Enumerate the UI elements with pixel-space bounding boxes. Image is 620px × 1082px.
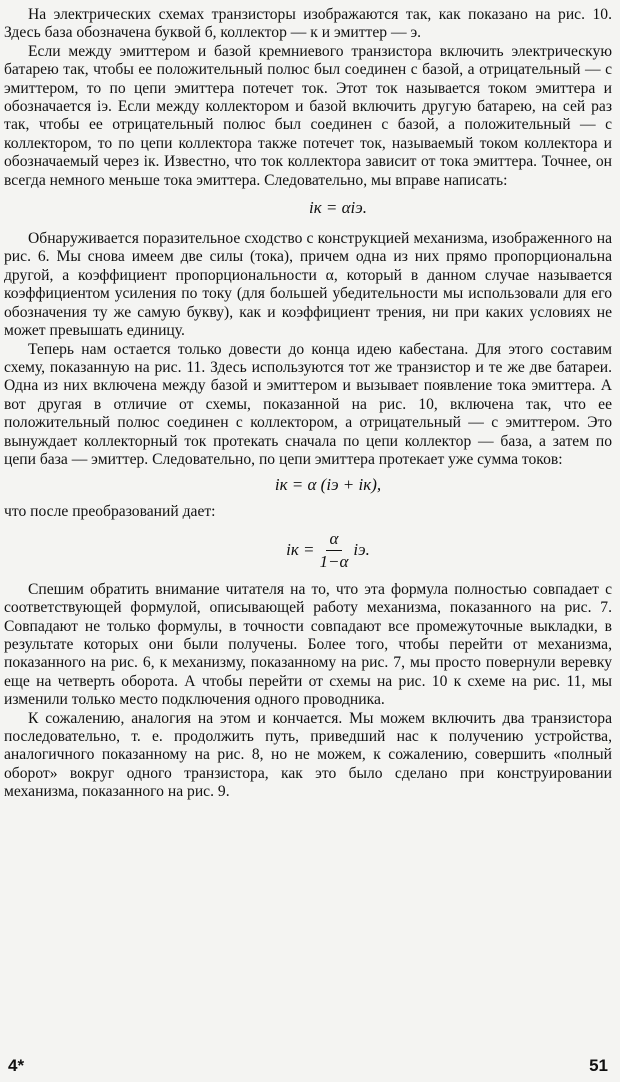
fraction-denominator: 1−α — [319, 551, 349, 571]
signature-mark: 4* — [8, 1056, 25, 1075]
paragraph-5: что после преобразований дает: — [4, 503, 216, 521]
paragraph-3: Обнаруживается поразительное сходство с конструкцией механизма, изображенного на рис. 6. Мы снова имеем две силы (тока), причем одна из них прямо пропорциональна другой, а коэффициент пропорциональности α, который в данном случае называется коэффициентом усиления по току (для большей убедительности мы использовали для его обозначения ту же самую букву), как и коэффициент трения, ни при каких условиях не может превышать единицу. — [4, 230, 612, 340]
fraction — [320, 530, 349, 571]
fraction-numerator: α — [326, 530, 343, 551]
formula-current-sum: iк = α (iэ + iк), — [274, 475, 382, 495]
paragraph-6: Спешим обратить внимание читателя на то, что эта формула полностью совпадает с соответствующей формулой, описывающей работу механизма, показанного на рис. 7. Совпадают не только формулы, в точности совпадают все промежуточные выкладки, в результате которых они были получены. Более того, чтобы перейти от механизма, показанного на рис. 6, к механизму, показанному на рис. 7, мы просто повернули веревку еще на четверть оборота. А чтобы перейти от схемы на рис. 10 к схеме на рис. 11, мы изменили только место подключения одного проводника. — [4, 580, 612, 709]
paragraph-4: Теперь нам остается только довести до конца идею кабестана. Для этого составим схему, показанную на рис. 11. Здесь используются тот же транзистор и те же две батареи. Одна из них включена между базой и эмиттером и вызывает появление тока эмиттера. А вот другая в отличие от схемы, показанной на рис. 10, включена так, что ее положительный полюс соединен с коллектором, а отрицательный — с эмиттером. Это вынуждает коллекторный ток протекать сначала по цепи коллектор — база, а затем по цепи база — эмиттер. Следовательно, по цепи эмиттера протекает уже сумма токов: — [4, 340, 612, 468]
page-number: 51 — [589, 1056, 608, 1075]
formula-lhs: iк = — [286, 540, 315, 560]
paragraph-2: Если между эмиттером и базой кремниевого транзистора включить электрическую батарею так, чтобы ее положительный полюс был соединен с базой, а отрицательный — с эмиттером, то по цепи эмиттера потечет ток. Этот ток называется током эмиттера и обозначается iэ. Если между коллектором и базой включить другую батарею, на сей раз так, чтобы ее отрицательный полюс был соединен с базой, а положительный — с коллектором, то по цепи коллектора также потечет ток, называемый током коллектора и обозначаемый через iк. Известно, что ток коллектора зависит от тока эмиттера. Точнее, он всегда немного меньше тока эмиттера. Следовательно, мы вправе написать: — [4, 42, 612, 189]
page-footer — [8, 1056, 608, 1076]
formula-rhs: iэ. — [353, 540, 370, 560]
paragraph-1: На электрических схемах транзисторы изображаются так, как показано на рис. 10. Здесь база обозначена буквой б, коллектор — к и эмиттер — э. — [4, 6, 612, 42]
paragraph-7: К сожалению, аналогия на этом и кончается. Мы можем включить два транзистора последовательно, т. е. продолжить путь, приведший нас к получению устройства, аналогичного показанному на рис. 8, но не можем, к сожалению, совершить «полный оборот» вокруг одного транзистора, как это было сделано при конструировании механизма, показанного на рис. 9. — [4, 709, 612, 801]
formula-transformed — [44, 530, 612, 571]
formula-collector-current: iк = αiэ. — [308, 198, 368, 218]
